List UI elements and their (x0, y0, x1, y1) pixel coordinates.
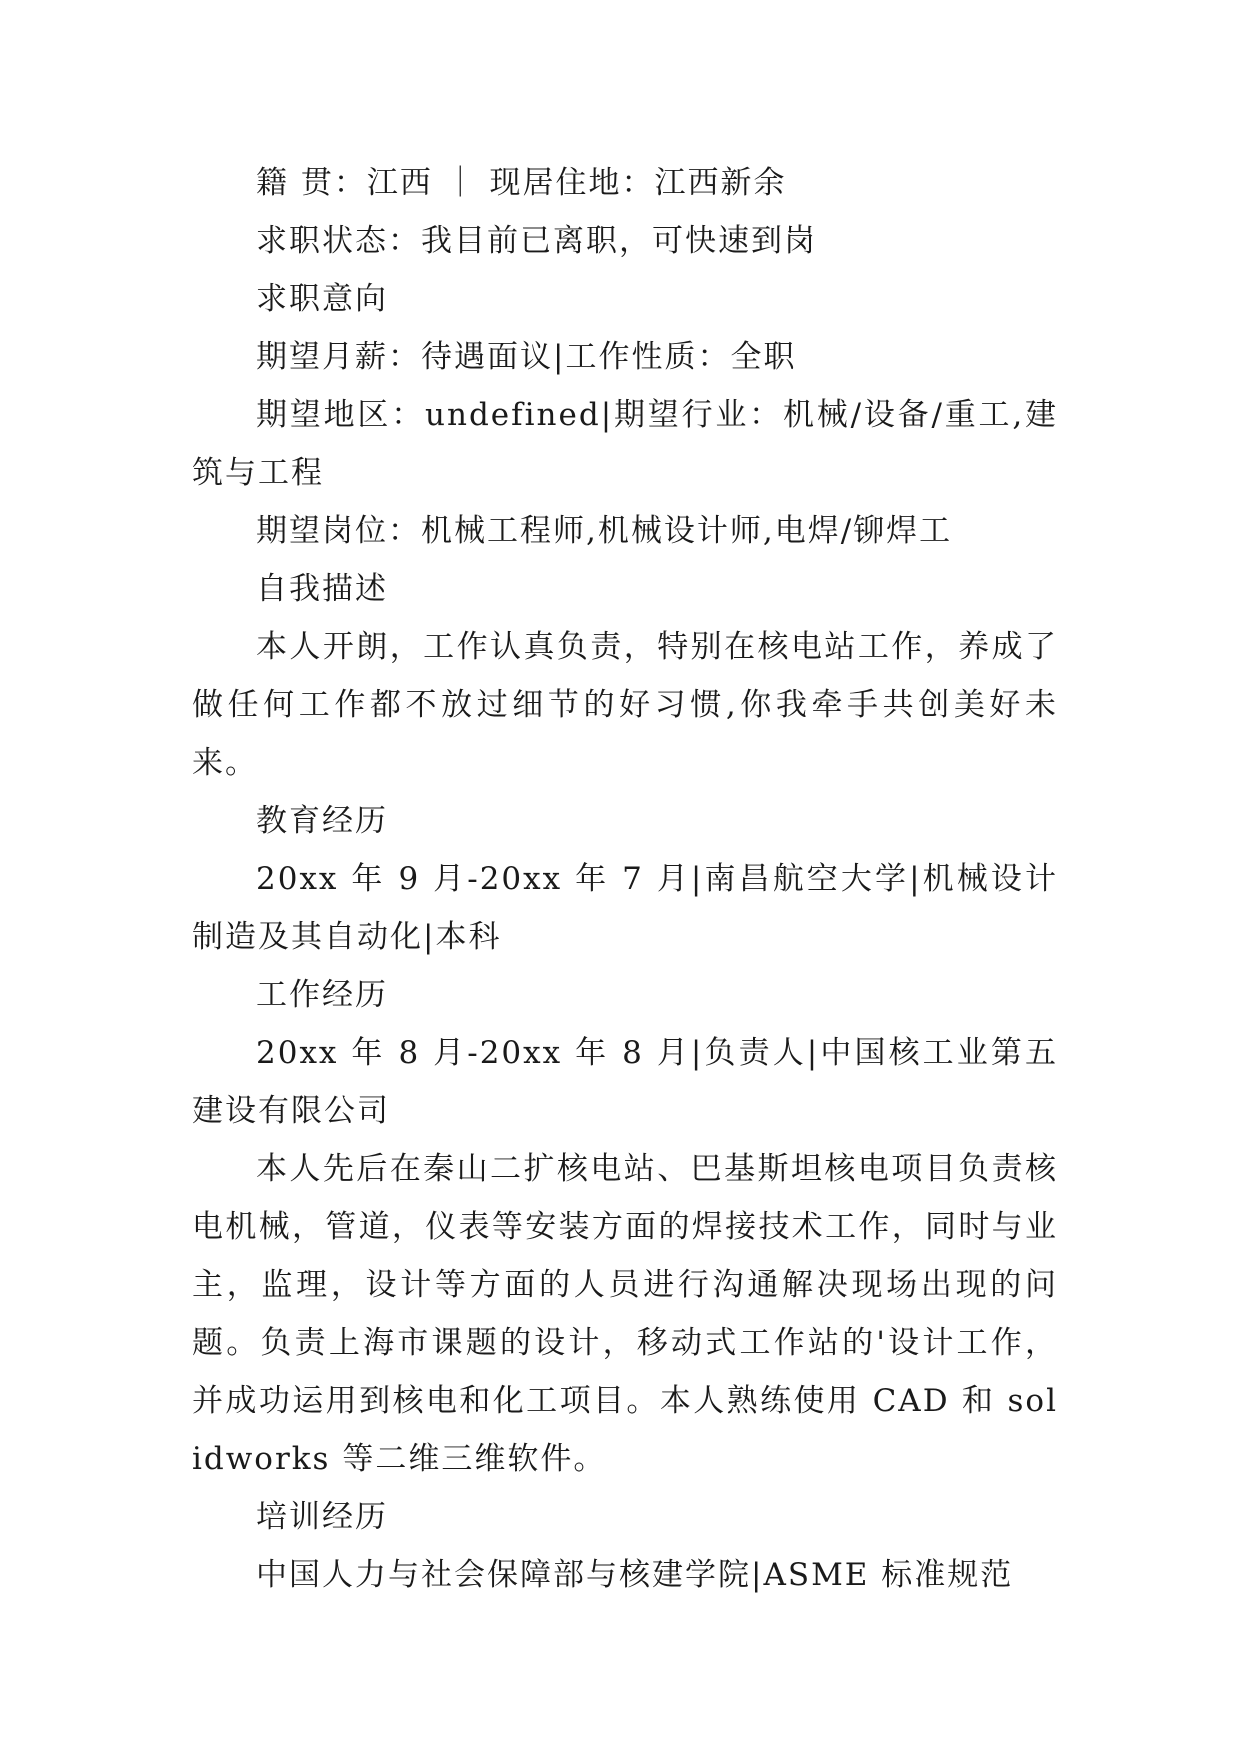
work-experience-entry: 20xx 年 8 月-20xx 年 8 月|负责人|中国核工业第五建设有限公司 (192, 1035, 1058, 1129)
expected-position-line: 期望岗位：机械工程师,机械设计师,电焊/铆焊工 (256, 513, 953, 549)
document-body (192, 154, 1058, 1604)
training-heading: 培训经历 (256, 1499, 388, 1535)
job-status-line: 求职状态：我目前已离职，可快速到岗 (256, 223, 817, 259)
expected-region-line: 期望地区：undefined|期望行业：机械/设备/重工,建筑与工程 (192, 397, 1058, 491)
native-place-line: 籍 贯：江西 ｜ 现居住地：江西新余 (256, 165, 787, 201)
job-intention-heading: 求职意向 (256, 281, 388, 317)
education-heading: 教育经历 (256, 803, 388, 839)
work-experience-heading: 工作经历 (256, 977, 388, 1013)
self-description-heading: 自我描述 (256, 571, 388, 607)
expected-salary-line: 期望月薪：待遇面议|工作性质：全职 (256, 339, 797, 375)
work-experience-paragraph: 本人先后在秦山二扩核电站、巴基斯坦核电项目负责核电机械，管道，仪表等安装方面的焊接技术工作，同时与业主，监理，设计等方面的人员进行沟通解决现场出现的问题。负责上海市课题的设计，移动式工作站的'设计工作，并成功运用到核电和化工项目。本人熟练使用 CAD 和 solidworks 等二维三维软件。 (192, 1151, 1058, 1477)
education-entry: 20xx 年 9 月-20xx 年 7 月|南昌航空大学|机械设计制造及其自动化|本科 (192, 861, 1058, 955)
training-entry: 中国人力与社会保障部与核建学院|ASME 标准规范 (256, 1557, 1014, 1593)
self-description-paragraph: 本人开朗，工作认真负责，特别在核电站工作，养成了做任何工作都不放过细节的好习惯,你我牵手共创美好未来。 (192, 629, 1058, 781)
